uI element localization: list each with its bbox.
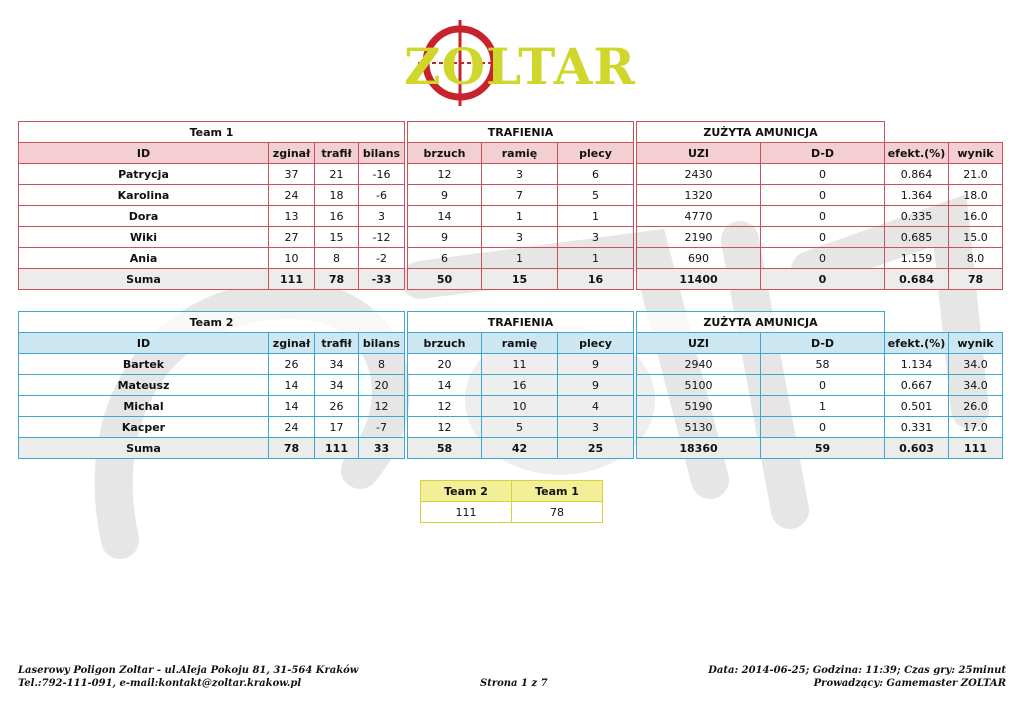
- cell-wynik: 16.0: [949, 206, 1003, 227]
- col-ramie: ramię: [482, 333, 558, 354]
- sum-efekt: 0.684: [885, 269, 949, 290]
- cell-ramie: 3: [482, 227, 558, 248]
- cell-wynik: 26.0: [949, 396, 1003, 417]
- table-row: [19, 417, 1003, 438]
- cell-bilans: 12: [359, 396, 405, 417]
- cell-efekt: 1.134: [885, 354, 949, 375]
- col-bilans: bilans: [359, 333, 405, 354]
- player-name: Wiki: [19, 227, 269, 248]
- cell-ramie: 3: [482, 164, 558, 185]
- col-dd: D-D: [761, 143, 885, 164]
- cell-zginal: 24: [269, 417, 315, 438]
- team1-hits-title: TRAFIENIA: [408, 122, 634, 143]
- cell-brzuch: 6: [408, 248, 482, 269]
- cell-bilans: 20: [359, 375, 405, 396]
- comparison-header-row: [421, 481, 603, 502]
- sum-ramie: 42: [482, 438, 558, 459]
- col-plecy: plecy: [558, 143, 634, 164]
- table-row: [19, 354, 1003, 375]
- team1-header-row: [19, 143, 1003, 164]
- cell-efekt: 0.667: [885, 375, 949, 396]
- footer-page-number: Strona 1 z 7: [480, 678, 548, 689]
- col-wynik: wynik: [949, 333, 1003, 354]
- cell-trafil: 15: [315, 227, 359, 248]
- cell-efekt: 1.159: [885, 248, 949, 269]
- cell-uzi: 2190: [637, 227, 761, 248]
- cell-zginal: 13: [269, 206, 315, 227]
- sum-uzi: 18360: [637, 438, 761, 459]
- cell-efekt: 0.335: [885, 206, 949, 227]
- footer-contact: Tel.:792-111-091, e-mail:kontakt@zoltar.krakow.pl: [18, 678, 302, 689]
- cell-zginal: 10: [269, 248, 315, 269]
- table-row: [19, 206, 1003, 227]
- cell-plecy: 9: [558, 375, 634, 396]
- col-wynik: wynik: [949, 143, 1003, 164]
- player-name: Michal: [19, 396, 269, 417]
- col-dd: D-D: [761, 333, 885, 354]
- cell-ramie: 5: [482, 417, 558, 438]
- col-id: ID: [19, 143, 269, 164]
- col-efekt: efekt.(%): [885, 333, 949, 354]
- cell-plecy: 1: [558, 248, 634, 269]
- player-name: Dora: [19, 206, 269, 227]
- player-name: Kacper: [19, 417, 269, 438]
- cell-zginal: 14: [269, 396, 315, 417]
- cell-dd: 0: [761, 164, 885, 185]
- cell-bilans: 8: [359, 354, 405, 375]
- team1-table: [18, 121, 1003, 290]
- col-efekt: efekt.(%): [885, 143, 949, 164]
- cell-bilans: -7: [359, 417, 405, 438]
- cell-zginal: 24: [269, 185, 315, 206]
- footer-right: [708, 664, 1006, 690]
- cell-ramie: 11: [482, 354, 558, 375]
- cell-ramie: 7: [482, 185, 558, 206]
- cell-dd: 58: [761, 354, 885, 375]
- cell-uzi: 5130: [637, 417, 761, 438]
- cell-plecy: 3: [558, 227, 634, 248]
- sum-bilans: -33: [359, 269, 405, 290]
- cell-plecy: 1: [558, 206, 634, 227]
- table-row: [19, 248, 1003, 269]
- sum-zginal: 78: [269, 438, 315, 459]
- cell-wynik: 15.0: [949, 227, 1003, 248]
- cell-efekt: 0.331: [885, 417, 949, 438]
- comparison-team1-value: 78: [512, 502, 603, 523]
- cell-plecy: 6: [558, 164, 634, 185]
- cell-plecy: 5: [558, 185, 634, 206]
- col-zginal: zginał: [269, 143, 315, 164]
- team2-ammo-title: ZUŻYTA AMUNICJA: [637, 312, 885, 333]
- cell-dd: 0: [761, 206, 885, 227]
- logo-text: ZOLTAR: [404, 37, 636, 96]
- cell-trafil: 34: [315, 354, 359, 375]
- player-name: Karolina: [19, 185, 269, 206]
- sum-efekt: 0.603: [885, 438, 949, 459]
- cell-dd: 0: [761, 248, 885, 269]
- cell-bilans: -16: [359, 164, 405, 185]
- cell-wynik: 34.0: [949, 375, 1003, 396]
- cell-ramie: 1: [482, 206, 558, 227]
- col-uzi: UZI: [637, 333, 761, 354]
- cell-bilans: -6: [359, 185, 405, 206]
- sum-ramie: 15: [482, 269, 558, 290]
- cell-uzi: 2940: [637, 354, 761, 375]
- col-brzuch: brzuch: [408, 333, 482, 354]
- cell-zginal: 14: [269, 375, 315, 396]
- cell-uzi: 2430: [637, 164, 761, 185]
- cell-bilans: -2: [359, 248, 405, 269]
- sum-brzuch: 50: [408, 269, 482, 290]
- table-row: [19, 227, 1003, 248]
- footer-game-info: Data: 2014-06-25; Godzina: 11:39; Czas gry: 25minut: [708, 665, 1006, 676]
- cell-dd: 0: [761, 227, 885, 248]
- col-uzi: UZI: [637, 143, 761, 164]
- sum-label: Suma: [19, 269, 269, 290]
- cell-bilans: -12: [359, 227, 405, 248]
- sum-plecy: 16: [558, 269, 634, 290]
- table-row: [19, 375, 1003, 396]
- cell-uzi: 1320: [637, 185, 761, 206]
- comparison-team1-label: Team 1: [512, 481, 603, 502]
- cell-uzi: 690: [637, 248, 761, 269]
- table-row: [19, 185, 1003, 206]
- cell-uzi: 5190: [637, 396, 761, 417]
- sum-dd: 0: [761, 269, 885, 290]
- footer-address: Laserowy Poligon Zoltar - ul.Aleja Pokoju 81, 31-564 Kraków: [18, 665, 359, 676]
- cell-ramie: 1: [482, 248, 558, 269]
- team2-title: Team 2: [19, 312, 405, 333]
- cell-efekt: 0.501: [885, 396, 949, 417]
- team1-title-row: [19, 122, 1003, 143]
- cell-efekt: 0.685: [885, 227, 949, 248]
- comparison-team2-value: 111: [421, 502, 512, 523]
- cell-trafil: 18: [315, 185, 359, 206]
- cell-dd: 0: [761, 185, 885, 206]
- player-name: Mateusz: [19, 375, 269, 396]
- sum-label: Suma: [19, 438, 269, 459]
- cell-trafil: 34: [315, 375, 359, 396]
- player-name: Ania: [19, 248, 269, 269]
- comparison-team2-label: Team 2: [421, 481, 512, 502]
- sum-plecy: 25: [558, 438, 634, 459]
- cell-brzuch: 14: [408, 206, 482, 227]
- footer-host: Prowadzący: Gamemaster ZOLTAR: [813, 678, 1006, 689]
- cell-ramie: 10: [482, 396, 558, 417]
- col-bilans: bilans: [359, 143, 405, 164]
- col-trafil: trafił: [315, 143, 359, 164]
- col-plecy: plecy: [558, 333, 634, 354]
- team1-sum-row: [19, 269, 1003, 290]
- team2-title-row: [19, 312, 1003, 333]
- cell-trafil: 17: [315, 417, 359, 438]
- table-row: [19, 396, 1003, 417]
- team-score-comparison: [420, 480, 603, 523]
- col-ramie: ramię: [482, 143, 558, 164]
- sum-wynik: 111: [949, 438, 1003, 459]
- cell-wynik: 18.0: [949, 185, 1003, 206]
- col-zginal: zginał: [269, 333, 315, 354]
- team1-title: Team 1: [19, 122, 405, 143]
- cell-dd: 1: [761, 396, 885, 417]
- team2-header-row: [19, 333, 1003, 354]
- sum-bilans: 33: [359, 438, 405, 459]
- cell-trafil: 26: [315, 396, 359, 417]
- cell-uzi: 5100: [637, 375, 761, 396]
- cell-wynik: 8.0: [949, 248, 1003, 269]
- cell-bilans: 3: [359, 206, 405, 227]
- footer-left: [18, 664, 358, 690]
- team2-sum-row: [19, 438, 1003, 459]
- cell-efekt: 1.364: [885, 185, 949, 206]
- cell-efekt: 0.864: [885, 164, 949, 185]
- cell-wynik: 17.0: [949, 417, 1003, 438]
- team2-hits-title: TRAFIENIA: [408, 312, 634, 333]
- cell-wynik: 34.0: [949, 354, 1003, 375]
- comparison-value-row: [421, 502, 603, 523]
- sum-trafil: 111: [315, 438, 359, 459]
- sum-uzi: 11400: [637, 269, 761, 290]
- cell-trafil: 21: [315, 164, 359, 185]
- cell-trafil: 16: [315, 206, 359, 227]
- cell-brzuch: 12: [408, 164, 482, 185]
- team2-table: [18, 311, 1003, 459]
- player-name: Bartek: [19, 354, 269, 375]
- cell-brzuch: 14: [408, 375, 482, 396]
- cell-uzi: 4770: [637, 206, 761, 227]
- cell-zginal: 26: [269, 354, 315, 375]
- col-brzuch: brzuch: [408, 143, 482, 164]
- sum-trafil: 78: [315, 269, 359, 290]
- cell-plecy: 4: [558, 396, 634, 417]
- cell-brzuch: 12: [408, 396, 482, 417]
- cell-brzuch: 20: [408, 354, 482, 375]
- col-id: ID: [19, 333, 269, 354]
- sum-brzuch: 58: [408, 438, 482, 459]
- zoltar-logo: [404, 16, 636, 110]
- cell-trafil: 8: [315, 248, 359, 269]
- player-name: Patrycja: [19, 164, 269, 185]
- cell-zginal: 37: [269, 164, 315, 185]
- col-trafil: trafił: [315, 333, 359, 354]
- cell-wynik: 21.0: [949, 164, 1003, 185]
- cell-dd: 0: [761, 375, 885, 396]
- cell-plecy: 3: [558, 417, 634, 438]
- cell-plecy: 9: [558, 354, 634, 375]
- team1-ammo-title: ZUŻYTA AMUNICJA: [637, 122, 885, 143]
- cell-zginal: 27: [269, 227, 315, 248]
- cell-dd: 0: [761, 417, 885, 438]
- sum-dd: 59: [761, 438, 885, 459]
- cell-brzuch: 12: [408, 417, 482, 438]
- sum-zginal: 111: [269, 269, 315, 290]
- cell-brzuch: 9: [408, 185, 482, 206]
- sum-wynik: 78: [949, 269, 1003, 290]
- cell-brzuch: 9: [408, 227, 482, 248]
- cell-ramie: 16: [482, 375, 558, 396]
- table-row: [19, 164, 1003, 185]
